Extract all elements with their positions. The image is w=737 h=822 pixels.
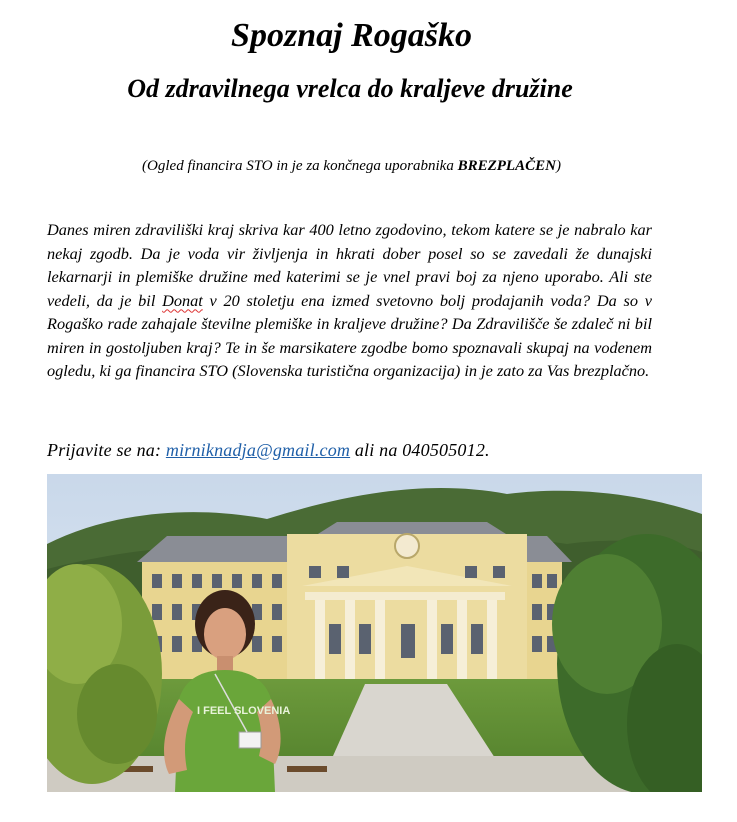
document-subtitle: Od zdravilnega vrelca do kraljeve družine [127,74,573,103]
funding-note-prefix: (Ogled financira STO in je za končnega uporabnika [142,158,458,174]
description-paragraph [47,218,652,383]
signup-suffix: ali na 040505012. [350,440,490,460]
paragraph-part-1: Danes miren zdraviliški kraj skriva kar 400 letno zgodovino, tekom katere se je nabralo kar nekaj zgodb. Da je voda vir življenja in hkrati dober posel so se zavedali že dunajski lekarnarji in plemiške družine med katerimi se je vnel pravi boj za njeno uporabo. Ali ste vedeli, da je bil [47,220,652,310]
paragraph-part-2: v 20 stoletju ena izmed svetovno bolj prodajanih voda? Da so v Rogaško rade zahajale številne plemiške in kraljeve družine? Da Zdravilišče še zdaleč ni bil miren in gostoljuben kraj? Te in še marsikatere zgodbe bomo spoznavali skupaj na vodenem ogledu, ki ga financira STO (Slovenska turistična organizacija) in je zato za Vas brezplačno. [47,290,652,380]
shirt-slogan: I FEEL SLOVENIA [197,705,291,717]
spa-photo [47,474,702,792]
funding-note [0,158,703,175]
funding-note-suffix: ) [555,158,561,174]
spellcheck-flagged-word: Donat [162,290,203,310]
funding-note-free: BREZPLAČEN [457,158,556,174]
email-link[interactable]: mirniknadja@gmail.com [165,440,351,460]
document-title: Spoznaj Rogaško [231,17,472,54]
spa-photo-illustration [47,474,702,792]
signup-prefix: Prijavite se na: [47,440,166,460]
signup-line [47,440,687,461]
